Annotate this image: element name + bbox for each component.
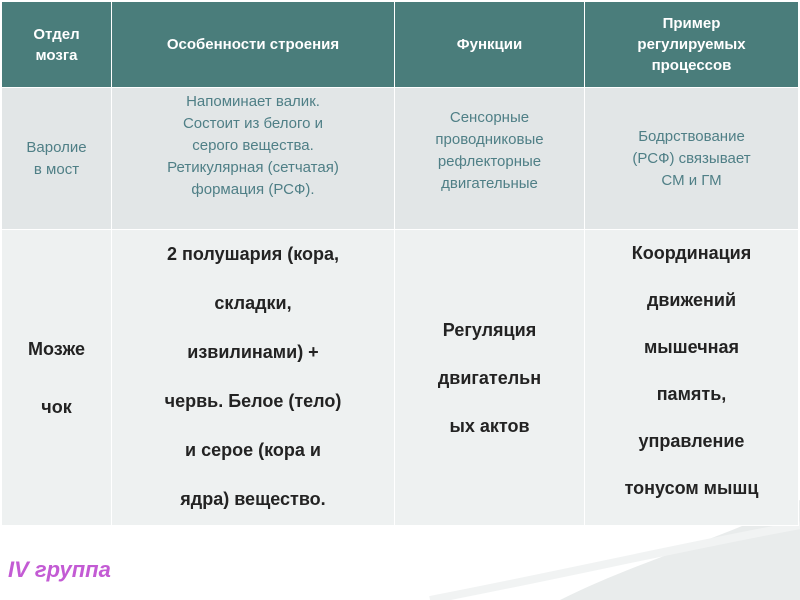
brain-departments-table [1, 1, 799, 526]
table-header-row [2, 2, 799, 88]
cell-structure: 2 полушария (кора, складки, извилинами) + червь. Белое (тело) и серое (кора и ядра) вещество. [112, 230, 395, 526]
cell-functions: Сенсорные проводниковые рефлекторные двигательные [395, 88, 585, 230]
table-row [2, 230, 799, 526]
cell-department: Варолие в мост [2, 88, 112, 230]
table-row [2, 88, 799, 230]
header-functions: Функции [395, 2, 585, 88]
cell-department: Мозже чок [2, 230, 112, 526]
cell-examples: Координация движений мышечная память, управление тонусом мышц [585, 230, 799, 526]
cell-structure: Напоминает валик. Состоит из белого и серого вещества. Ретикулярная (сетчатая) формация (РСФ). [112, 88, 395, 230]
cell-examples: Бодрствование (РСФ) связывает СМ и ГМ [585, 88, 799, 230]
header-department: Отдел мозга [2, 2, 112, 88]
group-label: IV группа [8, 557, 111, 582]
header-structure: Особенности строения [112, 2, 395, 88]
cell-functions: Регуляция двигательн ых актов [395, 230, 585, 526]
header-examples: Пример регулируемых процессов [585, 2, 799, 88]
